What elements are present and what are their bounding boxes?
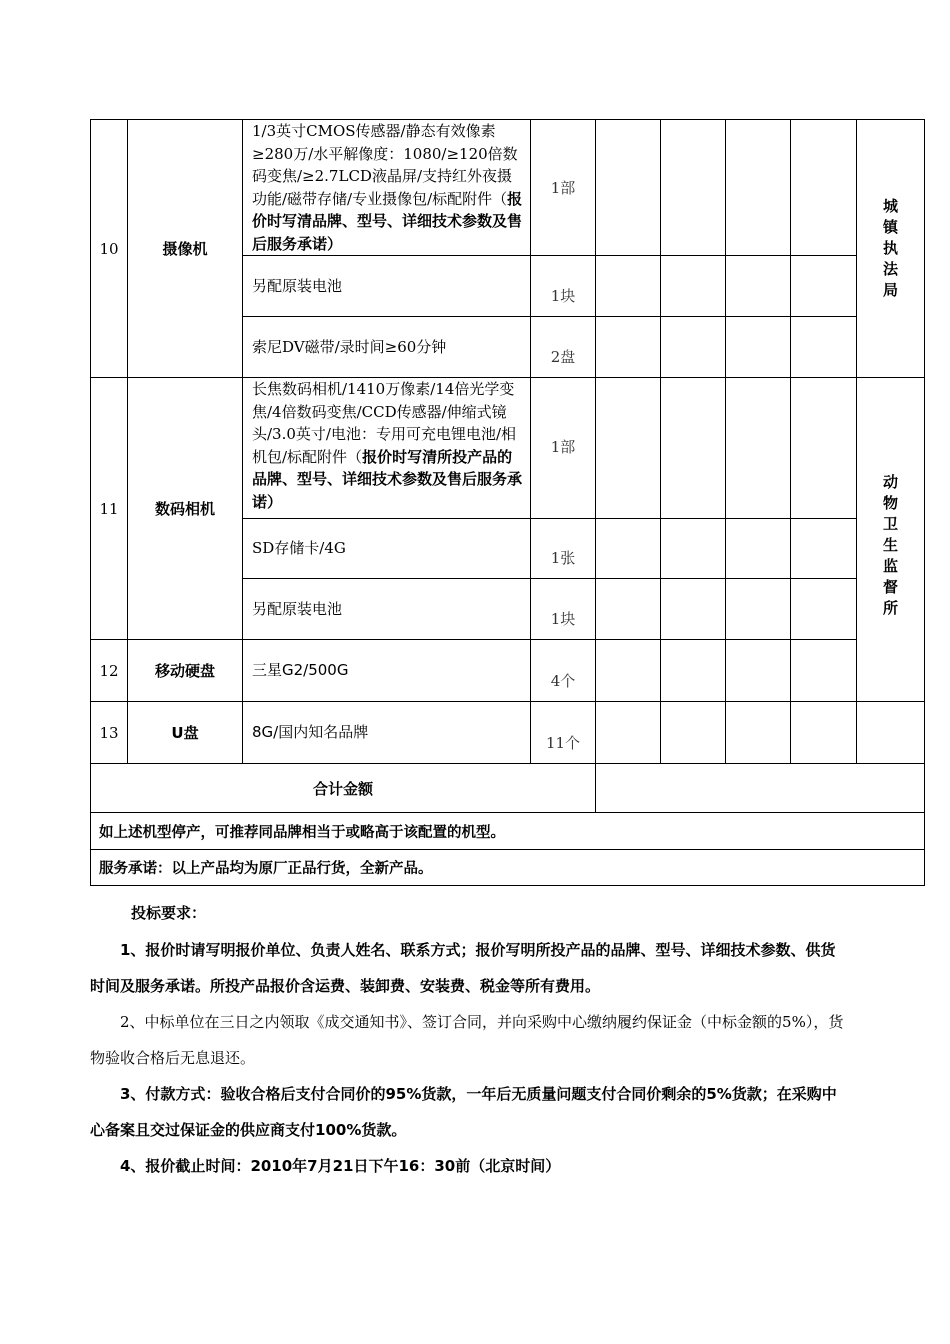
requirement-4: 4、报价截止时间：2010年7月21日下午16：30前（北京时间） bbox=[120, 1157, 561, 1175]
note-service: 服务承诺：以上产品均为原厂正品行货，全新产品。 bbox=[91, 850, 925, 886]
item-quantity: 1部 bbox=[531, 378, 596, 519]
item-spec: 8G/国内知名品牌 bbox=[243, 702, 531, 764]
empty-cell bbox=[726, 378, 791, 519]
dept-char: 生 bbox=[882, 536, 898, 554]
table-row bbox=[91, 640, 925, 702]
total-label: 合计金额 bbox=[91, 764, 596, 813]
empty-cell bbox=[596, 120, 661, 256]
empty-cell bbox=[596, 640, 661, 702]
table-row bbox=[91, 378, 925, 519]
empty-cell bbox=[661, 317, 726, 378]
item-quantity: 1块 bbox=[531, 579, 596, 640]
empty-cell bbox=[791, 579, 857, 640]
empty-cell bbox=[726, 579, 791, 640]
dept-char: 卫 bbox=[882, 515, 898, 533]
dept-char: 督 bbox=[882, 578, 898, 596]
spec-bold-text: 报价时写清品牌、型号、详细技术参数及售后服务承诺） bbox=[252, 189, 523, 253]
item-spec: 另配原装电池 bbox=[243, 256, 531, 317]
empty-cell bbox=[661, 256, 726, 317]
item-spec bbox=[243, 378, 531, 519]
item-quantity: 1张 bbox=[531, 519, 596, 579]
empty-cell bbox=[661, 519, 726, 579]
empty-cell bbox=[661, 378, 726, 519]
item-quantity: 4个 bbox=[531, 640, 596, 702]
item-spec bbox=[243, 120, 531, 256]
empty-cell bbox=[596, 256, 661, 317]
item-name: U盘 bbox=[128, 702, 243, 764]
empty-cell bbox=[726, 702, 791, 764]
total-row bbox=[91, 764, 925, 813]
item-quantity: 2盘 bbox=[531, 317, 596, 378]
department-cell bbox=[857, 120, 925, 378]
dept-char: 镇 bbox=[882, 218, 898, 236]
empty-cell bbox=[596, 702, 661, 764]
note-row bbox=[91, 813, 925, 850]
table-row bbox=[91, 120, 925, 256]
empty-cell bbox=[596, 378, 661, 519]
empty-cell bbox=[726, 317, 791, 378]
dept-char: 执 bbox=[882, 239, 898, 257]
dept-char: 城 bbox=[882, 197, 898, 215]
dept-char: 法 bbox=[882, 260, 898, 278]
empty-cell bbox=[661, 120, 726, 256]
spec-text: 长焦数码相机/1410万像素/14倍光学变焦/4倍数码变焦/CCD传感器/伸缩式镜头/3.0英寸/电池：专用可充电锂电池/相机包/标配附件（ bbox=[252, 380, 517, 466]
empty-cell bbox=[596, 579, 661, 640]
item-number: 11 bbox=[91, 378, 128, 640]
item-quantity: 11个 bbox=[531, 702, 596, 764]
total-value bbox=[596, 764, 925, 813]
item-quantity: 1部 bbox=[531, 120, 596, 256]
note-row bbox=[91, 850, 925, 886]
empty-cell bbox=[661, 640, 726, 702]
item-spec: SD存储卡/4G bbox=[243, 519, 531, 579]
empty-cell bbox=[596, 519, 661, 579]
empty-cell bbox=[726, 256, 791, 317]
requirement-2: 2、中标单位在三日之内领取《成交通知书》、签订合同，并向采购中心缴纳履约保证金（中标金额的5%），货物验收合格后无息退还。 bbox=[90, 1013, 844, 1067]
dept-char: 物 bbox=[882, 494, 898, 512]
dept-char: 局 bbox=[882, 281, 898, 299]
requirements bbox=[90, 932, 850, 1184]
item-name: 摄像机 bbox=[128, 120, 243, 378]
empty-cell bbox=[791, 519, 857, 579]
empty-cell bbox=[857, 702, 925, 764]
empty-cell bbox=[726, 120, 791, 256]
dept-char: 动 bbox=[882, 473, 898, 491]
empty-cell bbox=[791, 378, 857, 519]
item-spec: 索尼DV磁带/录时间≥60分钟 bbox=[243, 317, 531, 378]
item-number: 13 bbox=[91, 702, 128, 764]
empty-cell bbox=[596, 317, 661, 378]
item-number: 12 bbox=[91, 640, 128, 702]
item-number: 10 bbox=[91, 120, 128, 378]
empty-cell bbox=[791, 256, 857, 317]
empty-cell bbox=[791, 120, 857, 256]
department-cell bbox=[857, 378, 925, 702]
dept-char: 监 bbox=[882, 557, 898, 575]
item-spec: 三星G2/500G bbox=[243, 640, 531, 702]
requirements-title: 投标要求： bbox=[131, 904, 207, 922]
item-quantity: 1块 bbox=[531, 256, 596, 317]
empty-cell bbox=[726, 640, 791, 702]
equipment-table bbox=[90, 119, 925, 886]
empty-cell bbox=[791, 317, 857, 378]
item-name: 数码相机 bbox=[128, 378, 243, 640]
item-spec: 另配原装电池 bbox=[243, 579, 531, 640]
empty-cell bbox=[791, 640, 857, 702]
empty-cell bbox=[726, 519, 791, 579]
empty-cell bbox=[661, 579, 726, 640]
requirement-3: 3、付款方式：验收合格后支付合同价的95%货款，一年后无质量问题支付合同价剩余的5%货款；在采购中心备案且交过保证金的供应商支付100%货款。 bbox=[90, 1085, 837, 1139]
requirement-1: 1、报价时请写明报价单位、负责人姓名、联系方式；报价写明所投产品的品牌、型号、详细技术参数、供货时间及服务承诺。所投产品报价含运费、装卸费、安装费、税金等所有费用。 bbox=[90, 941, 836, 995]
spec-bold-text: 报价时写清所投产品的品牌、型号、详细技术参数及售后服务承诺） bbox=[252, 447, 523, 511]
dept-char: 所 bbox=[882, 599, 898, 617]
note-discontinued: 如上述机型停产，可推荐同品牌相当于或略高于该配置的机型。 bbox=[91, 813, 925, 850]
spec-text: 1/3英寸CMOS传感器/静态有效像素≥280万/水平解像度：1080/≥120倍数码变焦/≥2.7LCD液晶屏/支持红外夜摄功能/磁带存储/专业摄像包/标配附件（ bbox=[252, 122, 518, 208]
table-row bbox=[91, 702, 925, 764]
empty-cell bbox=[661, 702, 726, 764]
empty-cell bbox=[791, 702, 857, 764]
item-name: 移动硬盘 bbox=[128, 640, 243, 702]
